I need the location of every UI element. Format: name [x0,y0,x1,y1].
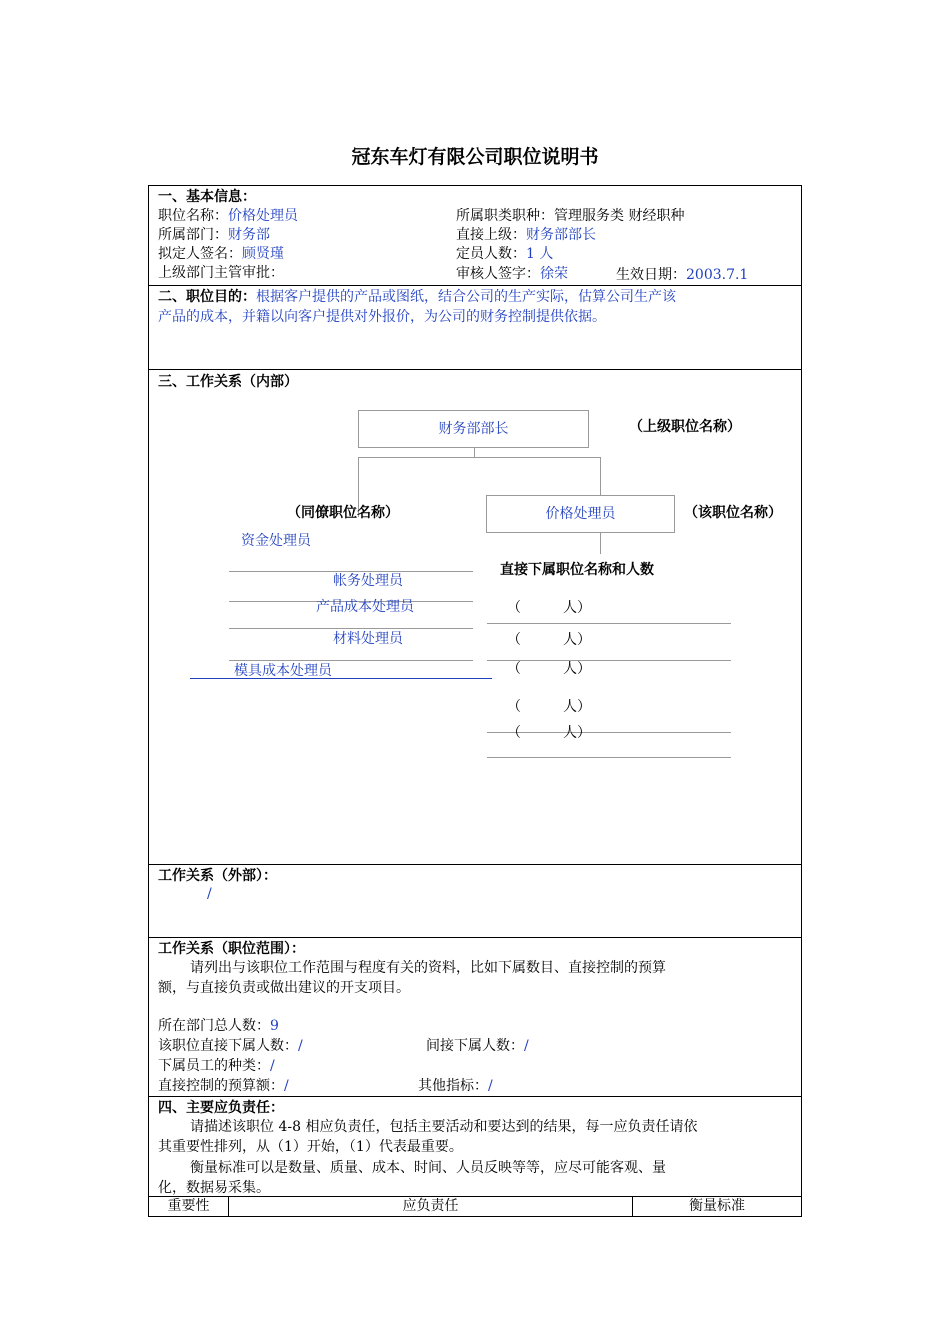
subordinate-types-label: 下属员工的种类： [158,1058,270,1074]
subordinate-heading: 直接下属职位名称和人数 [500,562,654,578]
purpose-text-2: 产品的成本，并籍以向客户提供对外报价，为公司的财务控制提供依据。 [158,309,606,325]
direct-superior-label: 直接上级： [456,227,526,243]
purpose-heading: 二、职位目的： [158,289,256,305]
purpose-text-1: 根据客户提供的产品或图纸，结合公司的生产实际，估算公司生产该 [256,289,676,305]
self-position-tag: （该职位名称） [684,505,782,521]
scope-description-2: 额，与直接负责或做出建议的开支项目。 [158,980,410,996]
department-label: 所属部门： [158,227,228,243]
budget-label: 直接控制的预算额： [158,1078,284,1094]
position-name-label: 职位名称： [158,208,228,224]
budget-value: / [284,1078,289,1094]
basic-info-heading: 一、基本信息： [158,189,256,205]
department-value: 财务部 [228,227,270,243]
duties-paragraph-2a: 衡量标准可以是数量、质量、成本、时间、人员反映等等，应尽可能客观、量 [190,1160,666,1176]
headcount-value: 1 人 [526,246,554,262]
external-relations-value: / [207,886,212,902]
column-importance: 重要性 [167,1198,210,1214]
scope-description-1: 请列出与该职位工作范围与程度有关的资料，比如下属数目、直接控制的预算 [190,960,666,976]
job-category-value: 管理服务类 财经职种 [554,208,685,224]
effective-date-label: 生效日期： [616,267,686,283]
scope-heading: 工作关系（职位范围）： [158,941,305,957]
direct-subordinates-value: / [298,1038,303,1054]
superior-position-tag: （上级职位名称） [629,419,741,435]
subordinate-slot: （ 人） [507,632,591,648]
peer-item: 模具成本处理员 [234,663,332,679]
position-name-value: 价格处理员 [228,208,298,224]
duties-heading: 四、主要应负责任： [158,1100,284,1116]
headcount-row [456,245,553,263]
external-relations-heading: 工作关系（外部）： [158,868,277,884]
effective-date-value: 2003.7.1 [686,267,749,283]
duties-paragraph-1a: 请描述该职位 4-8 相应负责任，包括主要活动和要达到的结果，每一应负责任请依 [190,1119,698,1135]
position-name-row [158,207,298,225]
dept-total-label: 所在部门总人数： [158,1018,270,1034]
job-category-label: 所属职类职种： [456,208,554,224]
department-row [158,226,270,244]
subordinate-slot: （ 人） [507,661,591,677]
peer-item: 材料处理员 [333,631,403,647]
indirect-subordinates-label: 间接下属人数： [426,1038,524,1054]
direct-subordinates-row [158,1037,303,1055]
self-position-box: 价格处理员 [486,495,675,533]
reviewer-label: 审核人签字： [456,266,540,282]
duties-paragraph-2b: 化，数据易采集。 [158,1180,270,1196]
peer-item: 资金处理员 [241,533,311,549]
approval-label: 上级部门主管审批： [158,265,284,281]
drafter-value: 顾贤瑾 [242,246,284,262]
direct-superior-value: 财务部部长 [526,227,596,243]
drafter-row [158,245,284,263]
purpose-line-1 [158,288,676,306]
subordinate-types-value: / [270,1058,275,1074]
internal-relations-heading: 三、工作关系（内部） [158,374,298,390]
reviewer-row [456,265,568,283]
dept-total-value: 9 [270,1018,279,1034]
subordinate-slot: （ 人） [507,699,591,715]
subordinate-slot: （ 人） [507,725,591,741]
superior-position-box: 财务部部长 [358,410,589,448]
column-measure: 衡量标准 [689,1198,745,1214]
subordinate-slot: （ 人） [507,600,591,616]
indirect-subordinates-value: / [524,1038,529,1054]
headcount-label: 定员人数： [456,246,526,262]
direct-subordinates-label: 该职位直接下属人数： [158,1038,298,1054]
subordinate-types-row [158,1057,275,1075]
indirect-subordinates-row [426,1037,529,1055]
other-metrics-value: / [488,1078,493,1094]
page-title: 冠东车灯有限公司职位说明书 [351,146,599,168]
reviewer-value: 徐荣 [540,266,568,282]
peer-item: 帐务处理员 [333,573,403,589]
other-metrics-row [418,1077,493,1095]
dept-total-row [158,1017,279,1035]
job-category-row [456,207,684,225]
duties-paragraph-1b: 其重要性排列，从（1）开始，（1）代表最重要。 [158,1139,463,1155]
drafter-label: 拟定人签名： [158,246,242,262]
budget-row [158,1077,289,1095]
direct-superior-row [456,226,596,244]
peer-item: 产品成本处理员 [316,599,414,615]
peer-position-tag: （同僚职位名称） [287,505,399,521]
effective-date-row [616,266,748,284]
other-metrics-label: 其他指标： [418,1078,488,1094]
column-responsibility: 应负责任 [402,1198,459,1214]
